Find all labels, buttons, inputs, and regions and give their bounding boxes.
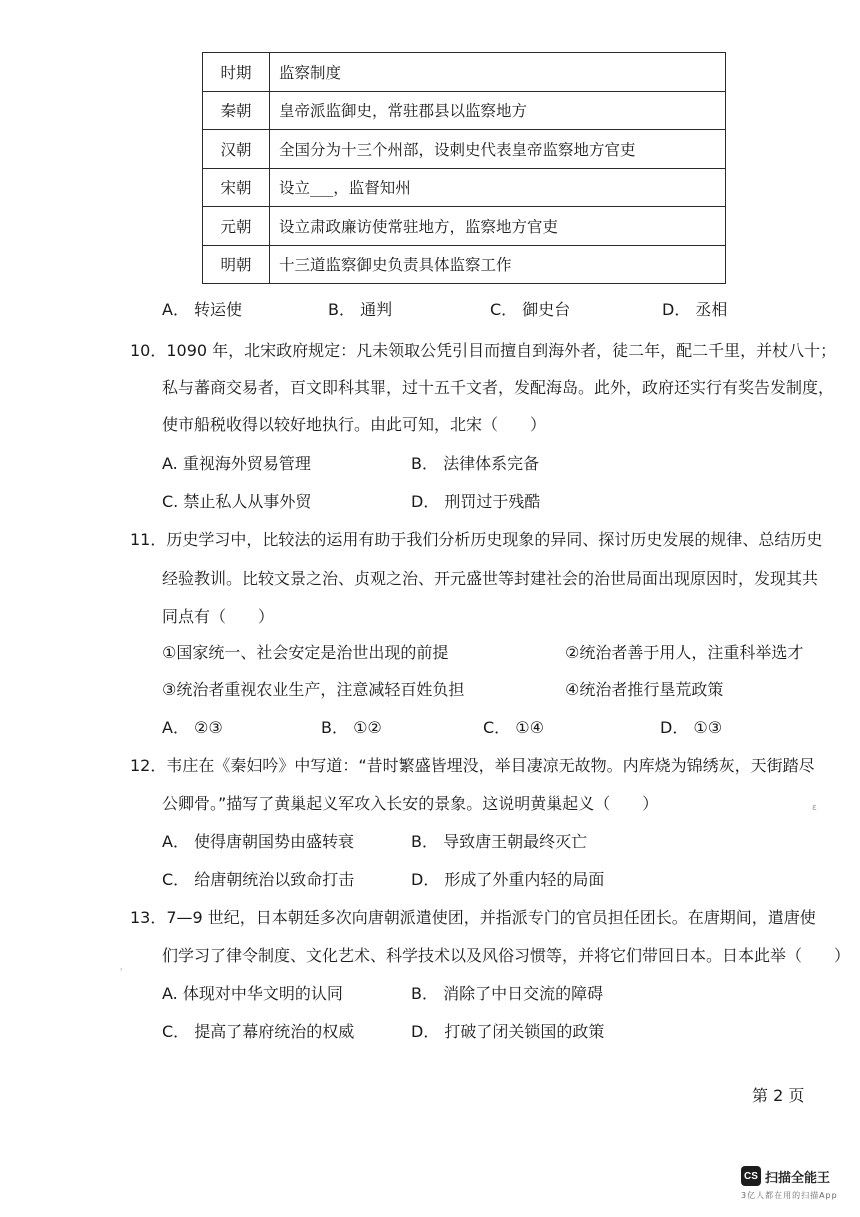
table-cell-system: 全国分为十三个州部，设刺史代表皇帝监察地方官吏 xyxy=(270,130,726,169)
q13-option-d: D． 打破了闭关锁国的政策 xyxy=(411,1022,605,1041)
q11-statement-2: ②统治者善于用人，注重科举选才 xyxy=(565,643,804,662)
q13-option-c: C． 提高了幕府统治的权威 xyxy=(162,1022,355,1041)
q12-option-c: C． 给唐朝统治以致命打击 xyxy=(162,870,355,889)
q11-line-1: 11．历史学习中，比较法的运用有助于我们分析历史现象的异同、探讨历史发展的规律、总结历史 xyxy=(130,530,823,549)
q10-option-d: D． 刑罚过于残酷 xyxy=(411,492,541,511)
table-row xyxy=(203,245,726,284)
table-header-system: 监察制度 xyxy=(270,53,726,92)
q10-option-a: A. 重视海外贸易管理 xyxy=(162,454,311,473)
q9-option-a: A． 转运使 xyxy=(162,300,243,319)
q12-line-2: 公卿骨。”描写了黄巢起义军攻入长安的景象。这说明黄巢起义（ ） xyxy=(162,794,659,813)
q10-line-3: 使市船税收得以较好地执行。由此可知，北宋（ ） xyxy=(162,415,547,434)
table-cell-system: 设立___，监督知州 xyxy=(270,168,726,207)
q10-option-b: B． 法律体系完备 xyxy=(411,454,540,473)
watermark-tagline: 3亿人都在用的扫描App xyxy=(741,1191,838,1200)
q12-option-d: D． 形成了外重内轻的局面 xyxy=(411,870,605,889)
table-cell-period: 汉朝 xyxy=(203,130,270,169)
table-cell-system: 十三道监察御史负责具体监察工作 xyxy=(270,245,726,284)
q9-option-d: D． 丞相 xyxy=(662,300,728,319)
q11-option-d: D． ①③ xyxy=(660,718,723,737)
q13-option-b: B． 消除了中日交流的障碍 xyxy=(411,984,604,1003)
q13-line-2: 们学习了律令制度、文化艺术、科学技术以及风俗习惯等，并将它们带回日本。日本此举（ ） xyxy=(162,946,851,965)
q12-line-1: 12．韦庄在《秦妇吟》中写道：“昔时繁盛皆埋没，举目凄凉无故物。内库烧为锦绣灰，天街踏尽 xyxy=(130,756,815,775)
q10-line-2: 私与蕃商交易者，百文即科其罪，过十五千文者，发配海岛。此外，政府还实行有奖告发制度， xyxy=(162,378,835,397)
table-cell-period: 秦朝 xyxy=(203,91,270,130)
q11-line-3: 同点有（ ） xyxy=(162,607,275,626)
q13-option-a: A. 体现对中华文明的认同 xyxy=(162,984,343,1003)
q12-option-b: B． 导致唐王朝最终灭亡 xyxy=(411,832,588,851)
q11-statement-4: ④统治者推行垦荒政策 xyxy=(565,680,724,699)
table-row xyxy=(203,130,726,169)
scan-speck: ɛ xyxy=(812,803,817,813)
q12-option-a: A． 使得唐朝国势由盛转衰 xyxy=(162,832,355,851)
scanner-watermark xyxy=(741,1166,830,1186)
table-row xyxy=(203,168,726,207)
q11-statement-1: ①国家统一、社会安定是治世出现的前提 xyxy=(162,643,449,662)
q11-option-a: A． ②③ xyxy=(162,718,223,737)
table-row xyxy=(203,91,726,130)
q9-option-c: C． 御史台 xyxy=(490,300,571,319)
q9-option-b: B． 通判 xyxy=(328,300,393,319)
page-number: 第 2 页 xyxy=(752,1086,805,1105)
table-cell-system: 皇帝派监御史，常驻郡县以监察地方 xyxy=(270,91,726,130)
q11-line-2: 经验教训。比较文景之治、贞观之治、开元盛世等封建社会的治世局面出现原因时，发现其共 xyxy=(162,569,819,588)
q11-option-c: C． ①④ xyxy=(483,718,544,737)
table-cell-period: 宋朝 xyxy=(203,168,270,207)
camscanner-logo-icon: CS xyxy=(741,1166,761,1186)
scan-speck: ˒ xyxy=(120,966,123,976)
q10-option-c: C. 禁止私人从事外贸 xyxy=(162,492,312,511)
table-cell-period: 明朝 xyxy=(203,245,270,284)
table-header-row xyxy=(203,53,726,92)
table-cell-system: 设立肃政廉访使常驻地方，监察地方官吏 xyxy=(270,207,726,246)
table-header-period: 时期 xyxy=(203,53,270,92)
supervision-system-table xyxy=(202,52,726,284)
q11-option-b: B． ①② xyxy=(321,718,382,737)
q11-statement-3: ③统治者重视农业生产，注意减轻百姓负担 xyxy=(162,680,465,699)
table-row xyxy=(203,207,726,246)
table-cell-period: 元朝 xyxy=(203,207,270,246)
watermark-app-name: 扫描全能王 xyxy=(765,1170,831,1186)
q13-line-1: 13．7—9 世纪，日本朝廷多次向唐朝派遣使团，并指派专门的官员担任团长。在唐期间，遣唐使 xyxy=(130,908,816,927)
q10-line-1: 10．1090 年，北宋政府规定：凡未领取公凭引目而擅自到海外者，徒二年，配二千里，并杖八十； xyxy=(130,341,837,360)
